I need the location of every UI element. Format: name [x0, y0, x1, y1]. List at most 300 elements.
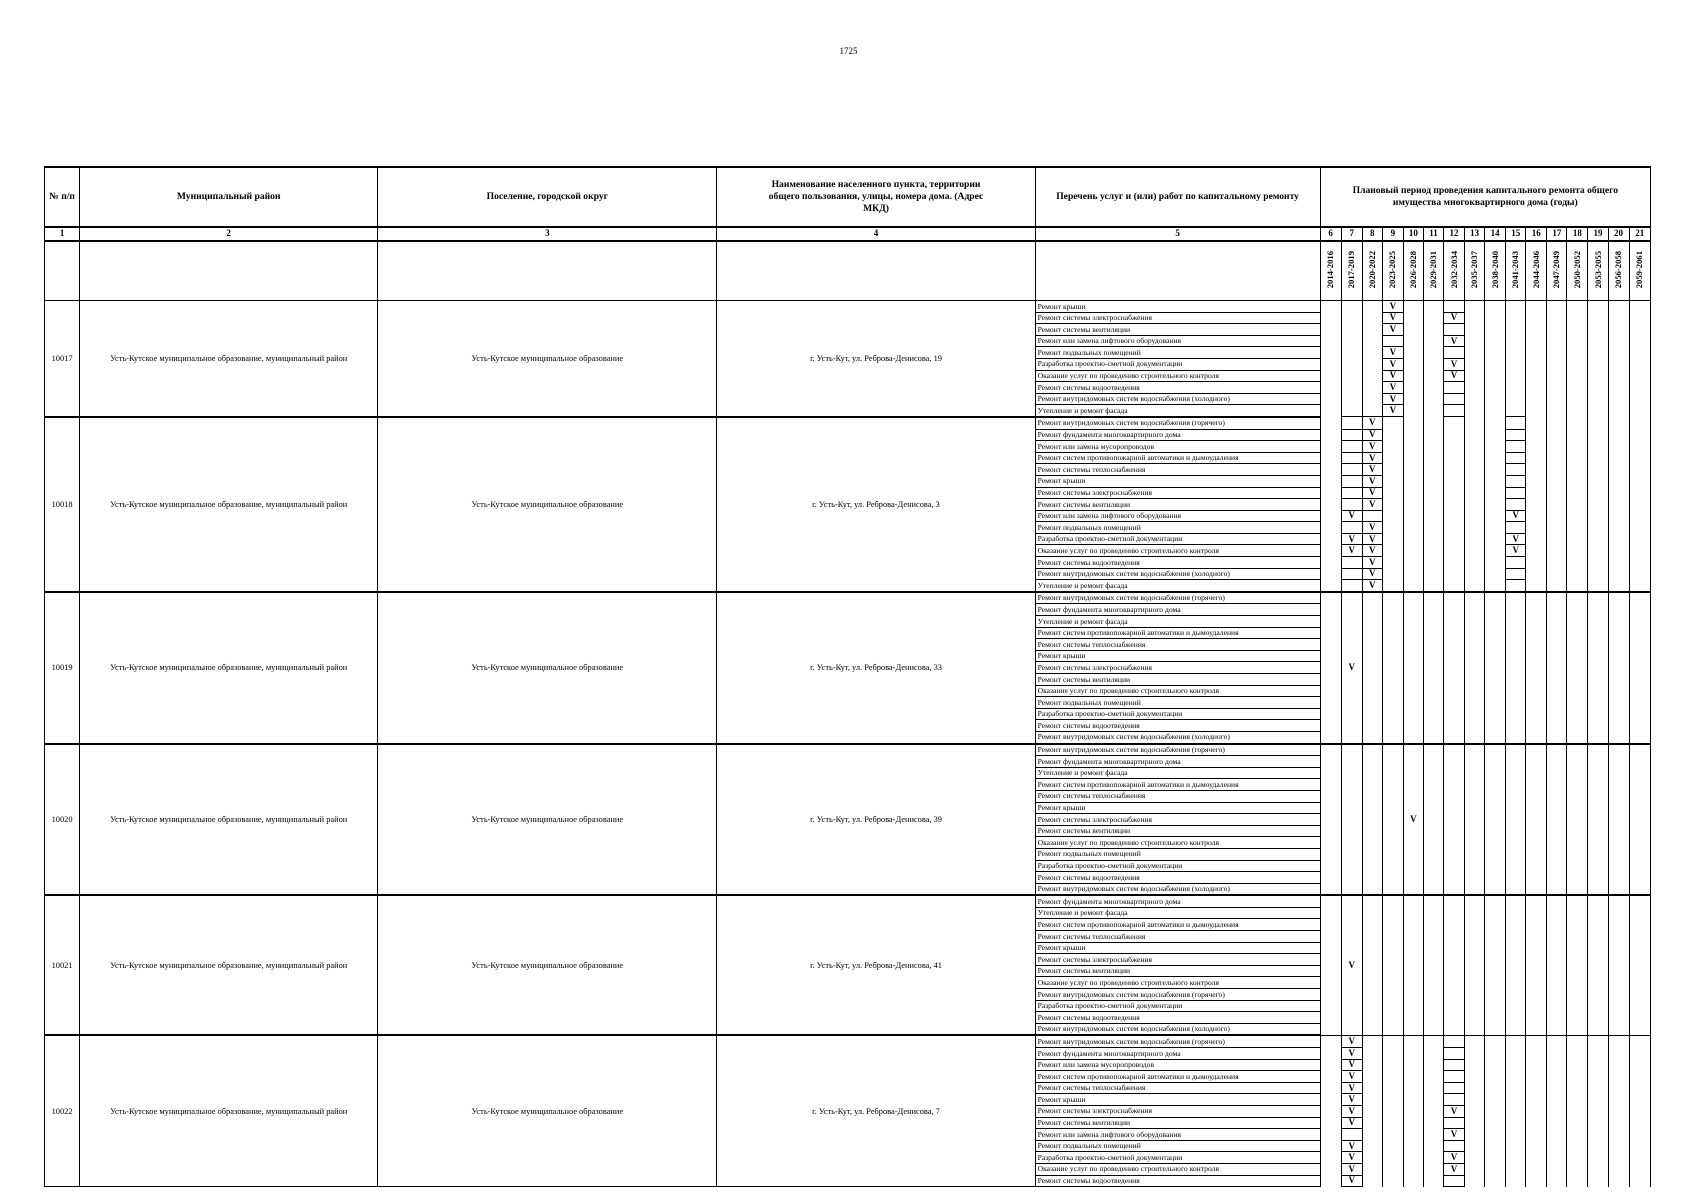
work-item: Ремонт системы электроснабжения — [1035, 312, 1320, 324]
period-cell — [1485, 358, 1506, 370]
column-number: 5 — [1035, 227, 1320, 241]
period-cell — [1526, 1071, 1547, 1083]
period-cell — [1526, 1059, 1547, 1071]
period-cell — [1547, 1059, 1567, 1071]
period-cell — [1567, 441, 1588, 453]
period-cell — [1506, 1035, 1526, 1047]
period-cell — [1382, 417, 1403, 429]
period-cell — [1608, 1140, 1629, 1152]
period-cell — [1506, 1094, 1526, 1106]
period-mark: V — [1341, 545, 1362, 557]
period-mark: V — [1444, 312, 1465, 324]
period-cell — [1382, 545, 1403, 557]
period-cell — [1485, 347, 1506, 359]
period-cell — [1403, 545, 1423, 557]
period-cell — [1382, 487, 1403, 499]
year-period-label — [1506, 241, 1526, 301]
period-cell — [1588, 429, 1608, 441]
period-cell — [1506, 464, 1526, 476]
period-mark: V — [1506, 510, 1526, 522]
record-settlement: Усть-Кутское муниципальное образование — [378, 744, 717, 896]
year-period-label — [1444, 241, 1465, 301]
period-cell — [1423, 475, 1443, 487]
work-item: Ремонт системы теплоснабжения — [1035, 931, 1320, 943]
period-mark: V — [1506, 545, 1526, 557]
column-number: 19 — [1588, 227, 1608, 241]
work-item: Ремонт системы водоотведения — [1035, 557, 1320, 569]
work-item: Ремонт внутридомовых систем водоснабжения (горячего) — [1035, 1035, 1320, 1047]
period-cell — [1629, 335, 1650, 347]
period-cell — [1465, 557, 1485, 569]
period-cell — [1547, 358, 1567, 370]
period-cell — [1547, 1152, 1567, 1164]
period-cell — [1423, 1117, 1443, 1129]
period-cell — [1629, 533, 1650, 545]
record-address: г. Усть-Кут, ул. Реброва-Денисова, 41 — [717, 895, 1035, 1035]
work-item: Ремонт систем противопожарной автоматики и дымоудаления — [1035, 627, 1320, 639]
period-mark: V — [1362, 487, 1382, 499]
column-number: 15 — [1506, 227, 1526, 241]
period-cell — [1526, 393, 1547, 405]
period-mark: V — [1341, 1175, 1362, 1187]
period-cell — [1444, 895, 1465, 1035]
work-item: Ремонт системы вентиляции — [1035, 499, 1320, 511]
period-cell — [1506, 568, 1526, 580]
period-mark: V — [1444, 370, 1465, 382]
period-cell — [1320, 522, 1341, 534]
period-cell — [1526, 1163, 1547, 1175]
period-cell — [1423, 429, 1443, 441]
period-cell — [1526, 1129, 1547, 1141]
period-cell — [1526, 441, 1547, 453]
period-cell — [1341, 580, 1362, 592]
period-cell — [1362, 1094, 1382, 1106]
period-cell — [1423, 382, 1443, 394]
period-cell — [1423, 510, 1443, 522]
work-item: Ремонт фундамента многоквартирного дома — [1035, 429, 1320, 441]
year-period-label — [1485, 241, 1506, 301]
period-mark: V — [1341, 1105, 1362, 1117]
record-number: 10018 — [45, 417, 80, 592]
column-number: 20 — [1608, 227, 1629, 241]
period-cell — [1567, 1059, 1588, 1071]
period-cell — [1423, 1059, 1443, 1071]
period-cell — [1341, 393, 1362, 405]
period-cell — [1362, 1035, 1382, 1047]
period-cell — [1403, 487, 1423, 499]
period-cell — [1506, 522, 1526, 534]
period-cell — [1547, 1175, 1567, 1187]
period-cell — [1444, 522, 1465, 534]
period-mark: V — [1341, 1059, 1362, 1071]
period-mark: V — [1341, 510, 1362, 522]
period-mark: V — [1362, 499, 1382, 511]
period-cell — [1382, 429, 1403, 441]
period-cell — [1341, 487, 1362, 499]
period-cell — [1547, 464, 1567, 476]
period-mark: V — [1403, 744, 1423, 896]
period-cell — [1608, 441, 1629, 453]
period-cell — [1403, 475, 1423, 487]
period-cell — [1444, 324, 1465, 336]
work-item: Ремонт крыши — [1035, 475, 1320, 487]
period-cell — [1465, 499, 1485, 511]
period-cell — [1588, 533, 1608, 545]
period-cell — [1485, 429, 1506, 441]
period-cell — [1403, 533, 1423, 545]
period-mark: V — [1341, 592, 1362, 744]
period-cell — [1629, 370, 1650, 382]
period-cell — [1382, 557, 1403, 569]
column-number: 12 — [1444, 227, 1465, 241]
period-cell — [1588, 441, 1608, 453]
period-mark: V — [1362, 557, 1382, 569]
period-cell — [1526, 895, 1547, 1035]
period-cell — [1547, 557, 1567, 569]
period-cell — [1608, 429, 1629, 441]
period-cell — [1506, 1105, 1526, 1117]
period-cell — [1629, 1163, 1650, 1175]
period-cell — [1506, 1140, 1526, 1152]
period-cell — [1444, 475, 1465, 487]
period-cell — [1608, 592, 1629, 744]
period-cell — [1485, 335, 1506, 347]
period-mark: V — [1444, 1163, 1465, 1175]
period-cell — [1485, 464, 1506, 476]
work-item: Утепление и ремонт фасада — [1035, 767, 1320, 779]
record-district: Усть-Кутское муниципальное образование, муниципальный район — [80, 417, 378, 592]
work-item: Ремонт системы вентиляции — [1035, 674, 1320, 686]
period-mark: V — [1362, 464, 1382, 476]
period-cell — [1588, 1117, 1608, 1129]
period-cell — [1403, 1094, 1423, 1106]
period-cell — [1629, 1082, 1650, 1094]
period-cell — [1506, 417, 1526, 429]
period-cell — [1608, 1048, 1629, 1060]
period-cell — [1320, 1175, 1341, 1187]
period-mark: V — [1341, 895, 1362, 1035]
period-cell — [1547, 499, 1567, 511]
period-cell — [1423, 533, 1443, 545]
period-cell — [1526, 487, 1547, 499]
work-item: Ремонт внутридомовых систем водоснабжения (горячего) — [1035, 592, 1320, 604]
period-cell — [1423, 1175, 1443, 1187]
period-mark: V — [1382, 347, 1403, 359]
period-cell — [1423, 312, 1443, 324]
work-item: Разработка проектно-сметной документации — [1035, 358, 1320, 370]
period-cell — [1403, 580, 1423, 592]
period-cell — [1547, 1129, 1567, 1141]
period-mark: V — [1362, 417, 1382, 429]
period-cell — [1444, 1140, 1465, 1152]
period-cell — [1320, 405, 1341, 417]
period-cell — [1567, 1048, 1588, 1060]
period-cell — [1526, 568, 1547, 580]
period-cell — [1382, 1117, 1403, 1129]
period-cell — [1526, 557, 1547, 569]
period-cell — [1465, 324, 1485, 336]
period-cell — [1382, 522, 1403, 534]
record-district: Усть-Кутское муниципальное образование, муниципальный район — [80, 895, 378, 1035]
period-cell — [1341, 347, 1362, 359]
work-item: Ремонт крыши — [1035, 301, 1320, 313]
period-cell — [1506, 370, 1526, 382]
period-cell — [1547, 1035, 1567, 1047]
period-cell — [1382, 475, 1403, 487]
year-period-label — [1423, 241, 1443, 301]
period-cell — [1629, 393, 1650, 405]
period-cell — [1547, 545, 1567, 557]
period-cell — [1465, 441, 1485, 453]
period-cell — [1485, 545, 1506, 557]
period-mark: V — [1341, 1071, 1362, 1083]
period-cell — [1547, 592, 1567, 744]
period-cell — [1588, 464, 1608, 476]
period-cell — [1506, 312, 1526, 324]
period-cell — [1588, 744, 1608, 896]
period-cell — [1506, 592, 1526, 744]
period-cell — [1588, 1048, 1608, 1060]
period-cell — [1608, 1175, 1629, 1187]
period-cell — [1465, 1140, 1485, 1152]
period-cell — [1465, 1094, 1485, 1106]
work-item: Оказание услуг по проведению строительного контроля — [1035, 977, 1320, 989]
period-cell — [1362, 1163, 1382, 1175]
period-cell — [1382, 452, 1403, 464]
period-cell — [1485, 441, 1506, 453]
year-period-text: 2014-2016 — [1325, 251, 1336, 289]
period-mark: V — [1506, 533, 1526, 545]
period-cell — [1485, 1071, 1506, 1083]
period-cell — [1547, 487, 1567, 499]
period-cell — [1362, 358, 1382, 370]
year-period-label — [1526, 241, 1547, 301]
period-cell — [1629, 557, 1650, 569]
period-cell — [1444, 580, 1465, 592]
record-number: 10019 — [45, 592, 80, 744]
period-cell — [1588, 895, 1608, 1035]
period-cell — [1320, 464, 1341, 476]
period-cell — [1485, 557, 1506, 569]
period-cell — [1485, 1082, 1506, 1094]
period-cell — [1608, 417, 1629, 429]
period-cell — [1382, 1035, 1403, 1047]
period-cell — [1506, 1082, 1526, 1094]
period-cell — [1567, 1035, 1588, 1047]
period-cell — [1341, 358, 1362, 370]
period-cell — [1485, 382, 1506, 394]
period-cell — [1320, 545, 1341, 557]
period-cell — [1320, 1035, 1341, 1047]
period-cell — [1547, 744, 1567, 896]
period-cell — [1403, 452, 1423, 464]
period-cell — [1465, 1071, 1485, 1083]
period-cell — [1567, 301, 1588, 313]
period-cell — [1608, 568, 1629, 580]
period-cell — [1588, 1059, 1608, 1071]
period-cell — [1382, 464, 1403, 476]
period-cell — [1382, 499, 1403, 511]
period-cell — [1341, 405, 1362, 417]
period-cell — [1444, 429, 1465, 441]
period-cell — [1547, 417, 1567, 429]
period-cell — [1341, 475, 1362, 487]
column-number: 17 — [1547, 227, 1567, 241]
period-cell — [1320, 370, 1341, 382]
period-cell — [1362, 510, 1382, 522]
period-cell — [1465, 487, 1485, 499]
period-cell — [1567, 1105, 1588, 1117]
period-cell — [1526, 358, 1547, 370]
period-cell — [1547, 568, 1567, 580]
period-cell — [1485, 1152, 1506, 1164]
period-cell — [1320, 347, 1341, 359]
period-mark: V — [1444, 335, 1465, 347]
period-cell — [1567, 1082, 1588, 1094]
year-period-label — [1547, 241, 1567, 301]
work-item: Ремонт системы теплоснабжения — [1035, 464, 1320, 476]
work-row — [45, 1035, 1651, 1047]
period-cell — [1629, 312, 1650, 324]
period-cell — [1547, 1105, 1567, 1117]
period-cell — [1526, 592, 1547, 744]
period-cell — [1423, 324, 1443, 336]
period-mark: V — [1362, 441, 1382, 453]
period-mark: V — [1444, 1129, 1465, 1141]
period-cell — [1567, 533, 1588, 545]
period-cell — [1608, 499, 1629, 511]
period-cell — [1547, 1140, 1567, 1152]
period-cell — [1485, 533, 1506, 545]
period-cell — [1465, 405, 1485, 417]
period-cell — [1403, 312, 1423, 324]
period-cell — [1403, 499, 1423, 511]
period-cell — [1362, 744, 1382, 896]
period-cell — [1320, 358, 1341, 370]
period-mark: V — [1444, 1105, 1465, 1117]
period-cell — [1444, 1071, 1465, 1083]
period-cell — [1547, 382, 1567, 394]
period-mark: V — [1382, 358, 1403, 370]
period-cell — [1423, 452, 1443, 464]
period-cell — [1526, 744, 1547, 896]
period-cell — [1485, 312, 1506, 324]
column-number: 2 — [80, 227, 378, 241]
period-cell — [1320, 1059, 1341, 1071]
period-cell — [1403, 1140, 1423, 1152]
period-cell — [1423, 1129, 1443, 1141]
period-cell — [1588, 1152, 1608, 1164]
work-item: Ремонт крыши — [1035, 650, 1320, 662]
period-cell — [1567, 1175, 1588, 1187]
work-item: Ремонт системы вентиляции — [1035, 965, 1320, 977]
period-cell — [1444, 441, 1465, 453]
period-mark: V — [1362, 475, 1382, 487]
period-cell — [1547, 441, 1567, 453]
period-cell — [1506, 580, 1526, 592]
period-cell — [1567, 510, 1588, 522]
period-cell — [1526, 370, 1547, 382]
period-cell — [1588, 393, 1608, 405]
period-cell — [1362, 895, 1382, 1035]
period-cell — [1362, 1140, 1382, 1152]
period-cell — [1382, 744, 1403, 896]
work-item: Оказание услуг по проведению строительного контроля — [1035, 1163, 1320, 1175]
period-cell — [1320, 1129, 1341, 1141]
period-cell — [1567, 358, 1588, 370]
period-cell — [1320, 335, 1341, 347]
period-cell — [1465, 533, 1485, 545]
period-cell — [1506, 441, 1526, 453]
period-cell — [1341, 370, 1362, 382]
period-cell — [1444, 592, 1465, 744]
period-cell — [1444, 545, 1465, 557]
period-cell — [1629, 1105, 1650, 1117]
year-period-text: 2035-2037 — [1469, 251, 1480, 289]
period-cell — [1526, 429, 1547, 441]
work-item: Ремонт подвальных помещений — [1035, 347, 1320, 359]
year-period-text: 2050-2052 — [1572, 251, 1583, 289]
year-period-label — [1608, 241, 1629, 301]
work-item: Ремонт системы электроснабжения — [1035, 487, 1320, 499]
period-mark: V — [1362, 533, 1382, 545]
period-cell — [1567, 1140, 1588, 1152]
record-number: 10022 — [45, 1035, 80, 1186]
period-cell — [1320, 533, 1341, 545]
period-cell — [1341, 522, 1362, 534]
work-row — [45, 592, 1651, 604]
period-cell — [1588, 1105, 1608, 1117]
period-cell — [1465, 744, 1485, 896]
period-cell — [1423, 1048, 1443, 1060]
year-period-label — [1362, 241, 1382, 301]
period-cell — [1485, 522, 1506, 534]
work-item: Оказание услуг по проведению строительного контроля — [1035, 837, 1320, 849]
work-item: Ремонт внутридомовых систем водоснабжения (холодного) — [1035, 731, 1320, 743]
period-cell — [1341, 744, 1362, 896]
period-cell — [1382, 1105, 1403, 1117]
period-cell — [1608, 347, 1629, 359]
period-cell — [1526, 452, 1547, 464]
work-item: Ремонт крыши — [1035, 802, 1320, 814]
period-cell — [1403, 1048, 1423, 1060]
period-cell — [1608, 464, 1629, 476]
period-cell — [1465, 522, 1485, 534]
period-cell — [1608, 1105, 1629, 1117]
period-cell — [1423, 347, 1443, 359]
work-row — [45, 417, 1651, 429]
period-cell — [1403, 1035, 1423, 1047]
year-period-label — [1403, 241, 1423, 301]
period-cell — [1341, 568, 1362, 580]
work-item: Ремонт системы вентиляции — [1035, 324, 1320, 336]
period-mark: V — [1382, 324, 1403, 336]
work-item: Ремонт системы вентиляции — [1035, 825, 1320, 837]
period-mark: V — [1444, 1152, 1465, 1164]
period-cell — [1465, 1059, 1485, 1071]
work-item: Утепление и ремонт фасада — [1035, 616, 1320, 628]
period-cell — [1485, 510, 1506, 522]
period-cell — [1629, 1152, 1650, 1164]
period-cell — [1362, 592, 1382, 744]
period-cell — [1423, 464, 1443, 476]
period-cell — [1465, 1163, 1485, 1175]
period-cell — [1547, 335, 1567, 347]
period-cell — [1608, 358, 1629, 370]
header-no: № п/п — [45, 167, 80, 227]
work-item: Ремонт внутридомовых систем водоснабжения (горячего) — [1035, 989, 1320, 1001]
period-cell — [1567, 417, 1588, 429]
